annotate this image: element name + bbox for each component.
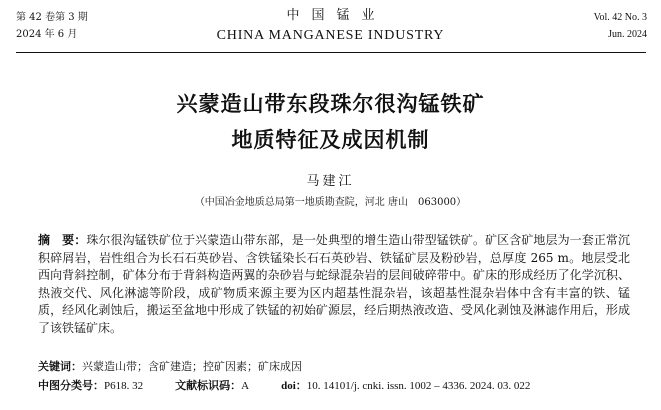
header-right <box>594 9 647 43</box>
article-title <box>0 86 661 158</box>
keywords-text: 兴蒙造山带；含矿建造；控矿因素；矿床成因 <box>82 360 302 373</box>
abstract <box>38 232 630 337</box>
doc-code-value: A <box>241 380 250 392</box>
volume-issue-en: Vol. 42 No. 3 <box>593 12 647 23</box>
date-en: Jun. 2024 <box>608 29 647 40</box>
keywords-label: 关键词： <box>38 360 82 373</box>
author-name: 马建江 <box>306 174 355 189</box>
title-line-2: 地质特征及成因机制 <box>231 128 430 152</box>
doi-value[interactable]: 10. 14101/j. cnki. issn. 1002 – 4336. 2024. 03. 022 <box>306 380 531 392</box>
journal-name-en: CHINA MANGANESE INDUSTRY <box>216 28 445 43</box>
doc-code-label: 文献标识码： <box>175 379 242 392</box>
doi-label: doi： <box>281 380 307 392</box>
clc-value: P618. 32 <box>104 380 144 392</box>
journal-header <box>0 0 661 52</box>
keywords <box>38 359 638 375</box>
volume-issue-cn: 第 42 卷第 3 期 <box>16 12 88 23</box>
date-cn: 2024 年 6 月 <box>16 29 78 40</box>
author-affiliation: （中国冶金地质总局第一地质勘查院，河北 唐山 063000） <box>194 197 467 208</box>
header-rule <box>16 52 646 53</box>
clc-label: 中图分类号： <box>38 379 104 392</box>
abstract-label: 摘 要： <box>38 233 87 247</box>
header-center <box>0 6 661 46</box>
title-line-1: 兴蒙造山带东段珠尔很沟锰铁矿 <box>176 92 485 116</box>
classification-row <box>38 378 638 394</box>
journal-name-cn: 中国锰业 <box>286 8 387 23</box>
abstract-text: 珠尔很沟锰铁矿位于兴蒙造山带东部，是一处典型的增生造山带型锰铁矿。矿区含矿地层为一套正常沉积碎屑岩，岩性组合为长石石英砂岩、含铁锰染长石石英砂岩、铁锰矿层及粉砂岩，总厚度 265 m。地层受北西向背斜控制，矿体分布于背斜构造两翼的杂砂岩与蛇绿混杂岩的层间破碎带中。矿床的形成经历了化学沉积、热液交代、风化淋滤等阶段，成矿物质来源主要为区内超基性混杂岩，该超基性混杂岩体中含有丰富的铁、锰质，经风化剥蚀后，搬运至盆地中形成了铁锰的初始矿源层，经后期热液改造、受风化剥蚀及淋滤作用后，形成了该铁锰矿床。 <box>38 233 630 335</box>
